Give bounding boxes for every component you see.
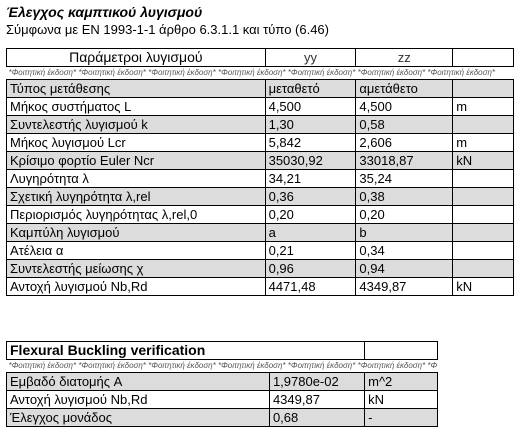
watermark-row bbox=[7, 67, 514, 80]
row-unit: kN bbox=[453, 278, 514, 296]
row-value: 4349,87 bbox=[269, 391, 364, 409]
row-unit: - bbox=[365, 409, 438, 427]
table-row bbox=[7, 152, 514, 170]
row-unit: m bbox=[453, 134, 514, 152]
row-label: Μήκος συστήματος L bbox=[7, 98, 266, 116]
table-row bbox=[7, 80, 514, 98]
row-label: Λυγηρότητα λ bbox=[7, 170, 266, 188]
page-subtitle: Σύμφωνα με EN 1993-1-1 άρθρο 6.3.1.1 και τύπο (6.46) bbox=[6, 22, 329, 37]
row-value-zz: 4,500 bbox=[356, 98, 453, 116]
header-zz: zz bbox=[356, 49, 453, 67]
row-unit bbox=[453, 242, 514, 260]
table-row bbox=[7, 206, 514, 224]
row-unit bbox=[453, 80, 514, 98]
row-unit bbox=[453, 206, 514, 224]
buckling-parameters-table bbox=[6, 48, 514, 296]
watermark-row bbox=[7, 360, 438, 373]
row-label: Μήκος λυγισμού Lcr bbox=[7, 134, 266, 152]
row-label: Περιορισμός λυγηρότητας λ,rel,0 bbox=[7, 206, 266, 224]
table-row bbox=[7, 260, 514, 278]
row-unit: m^2 bbox=[365, 373, 438, 391]
row-value-yy: 35030,92 bbox=[265, 152, 356, 170]
row-value-yy: 0,20 bbox=[265, 206, 356, 224]
table-row bbox=[7, 134, 514, 152]
table-row bbox=[7, 116, 514, 134]
row-value-yy: 0,96 bbox=[265, 260, 356, 278]
row-value-yy: μεταθετό bbox=[265, 80, 356, 98]
table-row bbox=[7, 170, 514, 188]
row-value-zz: b bbox=[356, 224, 453, 242]
flexural-buckling-table bbox=[6, 341, 438, 427]
row-label: Σχετική λυγηρότητα λ,rel bbox=[7, 188, 266, 206]
row-unit: kN bbox=[365, 391, 438, 409]
row-value-zz: 0,34 bbox=[356, 242, 453, 260]
table-row bbox=[7, 278, 514, 296]
watermark-text: *Φοιτητική έκδοση* *Φοιτητική έκδοση* *Φοιτητική έκδοση* *Φοιτητική έκδοση* *Φοιτητική έκδοση* *Φοιτητική έκδοση* *Φοιτητική έκδοση* bbox=[8, 68, 495, 77]
table-row bbox=[7, 188, 514, 206]
row-value-zz: 0,58 bbox=[356, 116, 453, 134]
watermark-text: *Φοιτητική έκδοση* *Φοιτητική έκδοση* *Φοιτητική έκδοση* *Φοιτητική έκδοση* *Φοιτητική έκδοση* *Φοιτητική έκδοση* *Φ bbox=[8, 361, 438, 370]
table-header-row bbox=[7, 342, 438, 360]
row-label: Συντελεστής λυγισμού k bbox=[7, 116, 266, 134]
table-header-row bbox=[7, 49, 514, 67]
row-label: Εμβαδό διατομής A bbox=[7, 373, 270, 391]
row-value-yy: a bbox=[265, 224, 356, 242]
header-yy: yy bbox=[265, 49, 356, 67]
table-row bbox=[7, 98, 514, 116]
row-unit: kN bbox=[453, 152, 514, 170]
row-unit bbox=[453, 116, 514, 134]
row-label: Συντελεστής μείωσης χ bbox=[7, 260, 266, 278]
row-label: Τύπος μετάθεσης bbox=[7, 80, 266, 98]
row-value-yy: 0,21 bbox=[265, 242, 356, 260]
row-value-yy: 1,30 bbox=[265, 116, 356, 134]
row-label: Καμπύλη λυγισμού bbox=[7, 224, 266, 242]
row-value-zz: 0,38 bbox=[356, 188, 453, 206]
row-value-zz: αμετάθετο bbox=[356, 80, 453, 98]
row-value-yy: 0,36 bbox=[265, 188, 356, 206]
row-unit: m bbox=[453, 98, 514, 116]
row-value-zz: 0,20 bbox=[356, 206, 453, 224]
row-value-zz: 35,24 bbox=[356, 170, 453, 188]
row-value-zz: 33018,87 bbox=[356, 152, 453, 170]
table-row bbox=[7, 391, 438, 409]
row-value-yy: 4471,48 bbox=[265, 278, 356, 296]
row-value-zz: 4349,87 bbox=[356, 278, 453, 296]
row-label: Ατέλεια α bbox=[7, 242, 266, 260]
row-value-yy: 34,21 bbox=[265, 170, 356, 188]
fb-header-empty bbox=[365, 342, 438, 360]
row-unit bbox=[453, 170, 514, 188]
table-row bbox=[7, 373, 438, 391]
row-label: Κρίσιμο φορτίο Euler Ncr bbox=[7, 152, 266, 170]
table-row bbox=[7, 242, 514, 260]
row-label: Αντοχή λυγισμού Nb,Rd bbox=[7, 391, 270, 409]
row-value-zz: 0,94 bbox=[356, 260, 453, 278]
row-value: 1,9780e-02 bbox=[269, 373, 364, 391]
row-label: Αντοχή λυγισμού Nb,Rd bbox=[7, 278, 266, 296]
header-label: Παράμετροι λυγισμού bbox=[7, 49, 266, 67]
row-value-yy: 5,842 bbox=[265, 134, 356, 152]
table-row bbox=[7, 224, 514, 242]
table-row bbox=[7, 409, 438, 427]
row-unit bbox=[453, 260, 514, 278]
fb-header-title: Flexural Buckling verification bbox=[7, 342, 365, 360]
row-label: Έλεγχος μονάδος bbox=[7, 409, 270, 427]
row-unit bbox=[453, 188, 514, 206]
row-value-zz: 2,606 bbox=[356, 134, 453, 152]
row-value: 0,68 bbox=[269, 409, 364, 427]
row-value-yy: 4,500 bbox=[265, 98, 356, 116]
row-unit bbox=[453, 224, 514, 242]
header-unit bbox=[453, 49, 514, 67]
page-title: Έλεγχος καμπτικού λυγισμού bbox=[6, 4, 203, 20]
